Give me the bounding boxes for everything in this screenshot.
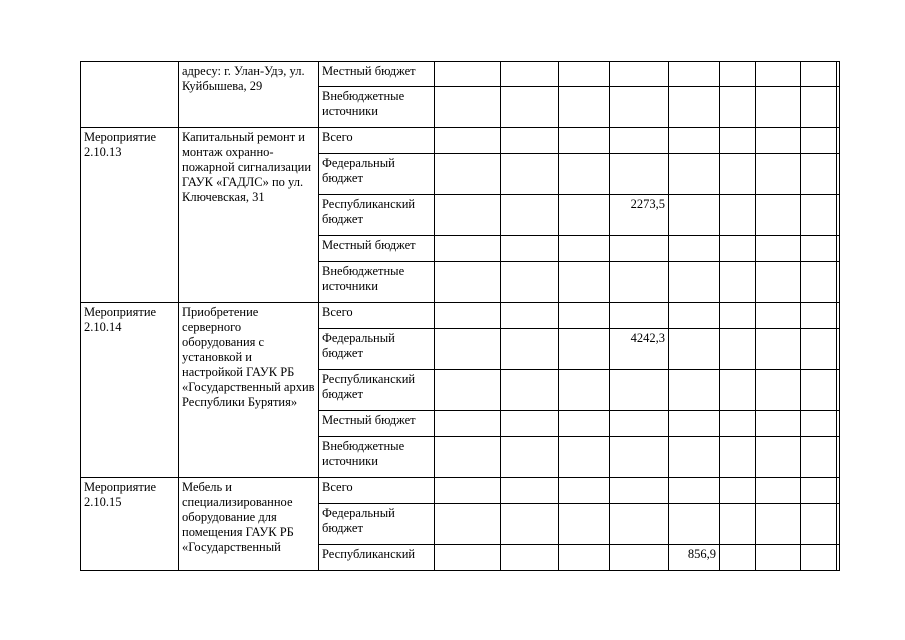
event-description-cell: Приобретение серверного оборудования с установкой и настройкой ГАУК РБ «Государственный архив Республики Бурятия» [179, 303, 319, 478]
value-cell [559, 195, 610, 236]
value-cell [559, 154, 610, 195]
value-cell [756, 478, 801, 504]
table-row [81, 478, 840, 504]
value-cell [837, 329, 840, 370]
value-cell [559, 303, 610, 329]
value-cell [756, 329, 801, 370]
value-cell [559, 236, 610, 262]
value-cell [720, 236, 756, 262]
value-cell [720, 329, 756, 370]
value-cell [501, 478, 559, 504]
value-cell [801, 504, 837, 545]
value-cell [559, 329, 610, 370]
value-cell [720, 504, 756, 545]
value-cell [801, 437, 837, 478]
value-cell [435, 236, 501, 262]
value-cell [559, 262, 610, 303]
value-cell [801, 329, 837, 370]
value-cell [837, 504, 840, 545]
value-cell [720, 303, 756, 329]
value-cell [559, 411, 610, 437]
value-cell [435, 478, 501, 504]
value-cell [610, 478, 669, 504]
funding-source-cell: Всего [319, 128, 435, 154]
value-cell [501, 154, 559, 195]
value-cell [756, 62, 801, 87]
value-cell [669, 87, 720, 128]
value-cell [501, 370, 559, 411]
value-cell [756, 370, 801, 411]
value-cell [501, 303, 559, 329]
value-cell [669, 370, 720, 411]
value-cell [501, 411, 559, 437]
table-body [81, 62, 840, 571]
value-cell: 856,9 [669, 545, 720, 571]
value-cell [756, 411, 801, 437]
funding-source-cell: Республиканский бюджет [319, 370, 435, 411]
funding-source-cell: Местный бюджет [319, 236, 435, 262]
value-cell [501, 504, 559, 545]
value-cell [801, 154, 837, 195]
value-cell [559, 87, 610, 128]
funding-source-cell: Внебюджетные источники [319, 87, 435, 128]
value-cell [801, 545, 837, 571]
funding-source-cell: Всего [319, 478, 435, 504]
event-id-cell: Мероприятие 2.10.13 [81, 128, 179, 303]
value-cell [669, 154, 720, 195]
value-cell [720, 545, 756, 571]
value-cell: 4242,3 [610, 329, 669, 370]
value-cell [435, 370, 501, 411]
value-cell [837, 87, 840, 128]
value-cell [837, 437, 840, 478]
value-cell [610, 128, 669, 154]
value-cell [435, 87, 501, 128]
value-cell [669, 128, 720, 154]
value-cell [837, 303, 840, 329]
value-cell [610, 303, 669, 329]
value-cell [720, 128, 756, 154]
value-cell [837, 236, 840, 262]
value-cell [669, 411, 720, 437]
value-cell [756, 87, 801, 128]
event-description-cell: Мебель и специализированное оборудование для помещения ГАУК РБ «Государственный [179, 478, 319, 571]
value-cell [559, 545, 610, 571]
value-cell [837, 478, 840, 504]
table-row [81, 62, 840, 87]
budget-table [80, 61, 840, 571]
value-cell [559, 128, 610, 154]
value-cell [837, 545, 840, 571]
value-cell [610, 504, 669, 545]
value-cell [501, 545, 559, 571]
event-id-cell: Мероприятие 2.10.14 [81, 303, 179, 478]
value-cell [837, 411, 840, 437]
value-cell [837, 195, 840, 236]
value-cell [837, 262, 840, 303]
value-cell [501, 236, 559, 262]
value-cell [610, 411, 669, 437]
funding-source-cell: Всего [319, 303, 435, 329]
value-cell [435, 545, 501, 571]
value-cell [720, 262, 756, 303]
value-cell [435, 195, 501, 236]
value-cell [720, 154, 756, 195]
value-cell [756, 262, 801, 303]
funding-source-cell: Республиканский [319, 545, 435, 571]
value-cell [610, 236, 669, 262]
value-cell [837, 154, 840, 195]
value-cell [669, 62, 720, 87]
value-cell [559, 62, 610, 87]
value-cell [720, 437, 756, 478]
value-cell [720, 62, 756, 87]
value-cell [610, 262, 669, 303]
value-cell [435, 504, 501, 545]
value-cell [435, 154, 501, 195]
value-cell [669, 437, 720, 478]
value-cell [801, 87, 837, 128]
value-cell [435, 303, 501, 329]
event-id-cell [81, 62, 179, 128]
value-cell [801, 236, 837, 262]
value-cell [435, 128, 501, 154]
value-cell [435, 262, 501, 303]
value-cell [501, 437, 559, 478]
value-cell [435, 411, 501, 437]
value-cell [435, 437, 501, 478]
value-cell [756, 195, 801, 236]
value-cell [501, 195, 559, 236]
value-cell [756, 303, 801, 329]
value-cell [610, 87, 669, 128]
value-cell [501, 87, 559, 128]
event-description-cell: Капитальный ремонт и монтаж охранно-пожарной сигнализации ГАУК «ГАДЛС» по ул. Ключевская, 31 [179, 128, 319, 303]
event-description-cell: адресу: г. Улан-Удэ, ул. Куйбышева, 29 [179, 62, 319, 128]
value-cell [801, 128, 837, 154]
table-row [81, 128, 840, 154]
value-cell [756, 437, 801, 478]
funding-source-cell: Внебюджетные источники [319, 262, 435, 303]
value-cell [720, 478, 756, 504]
value-cell [610, 545, 669, 571]
value-cell [837, 62, 840, 87]
value-cell [559, 504, 610, 545]
table-row [81, 303, 840, 329]
value-cell [801, 478, 837, 504]
funding-source-cell: Внебюджетные источники [319, 437, 435, 478]
value-cell [756, 154, 801, 195]
value-cell [756, 236, 801, 262]
funding-source-cell: Федеральный бюджет [319, 504, 435, 545]
value-cell [837, 128, 840, 154]
value-cell [610, 370, 669, 411]
value-cell: 2273,5 [610, 195, 669, 236]
value-cell [501, 329, 559, 370]
value-cell [720, 87, 756, 128]
value-cell [559, 478, 610, 504]
value-cell [669, 262, 720, 303]
value-cell [801, 303, 837, 329]
event-id-cell: Мероприятие 2.10.15 [81, 478, 179, 571]
value-cell [801, 62, 837, 87]
value-cell [720, 370, 756, 411]
value-cell [756, 545, 801, 571]
value-cell [610, 437, 669, 478]
value-cell [610, 62, 669, 87]
funding-source-cell: Федеральный бюджет [319, 154, 435, 195]
value-cell [756, 504, 801, 545]
value-cell [501, 62, 559, 87]
value-cell [669, 195, 720, 236]
value-cell [669, 329, 720, 370]
value-cell [801, 262, 837, 303]
value-cell [669, 478, 720, 504]
funding-source-cell: Местный бюджет [319, 62, 435, 87]
funding-source-cell: Местный бюджет [319, 411, 435, 437]
value-cell [669, 236, 720, 262]
funding-source-cell: Республиканский бюджет [319, 195, 435, 236]
value-cell [801, 411, 837, 437]
value-cell [801, 195, 837, 236]
value-cell [435, 62, 501, 87]
value-cell [801, 370, 837, 411]
value-cell [669, 504, 720, 545]
value-cell [720, 195, 756, 236]
value-cell [837, 370, 840, 411]
value-cell [435, 329, 501, 370]
value-cell [501, 262, 559, 303]
value-cell [720, 411, 756, 437]
value-cell [501, 128, 559, 154]
value-cell [559, 437, 610, 478]
value-cell [756, 128, 801, 154]
value-cell [559, 370, 610, 411]
funding-source-cell: Федеральный бюджет [319, 329, 435, 370]
value-cell [610, 154, 669, 195]
value-cell [669, 303, 720, 329]
